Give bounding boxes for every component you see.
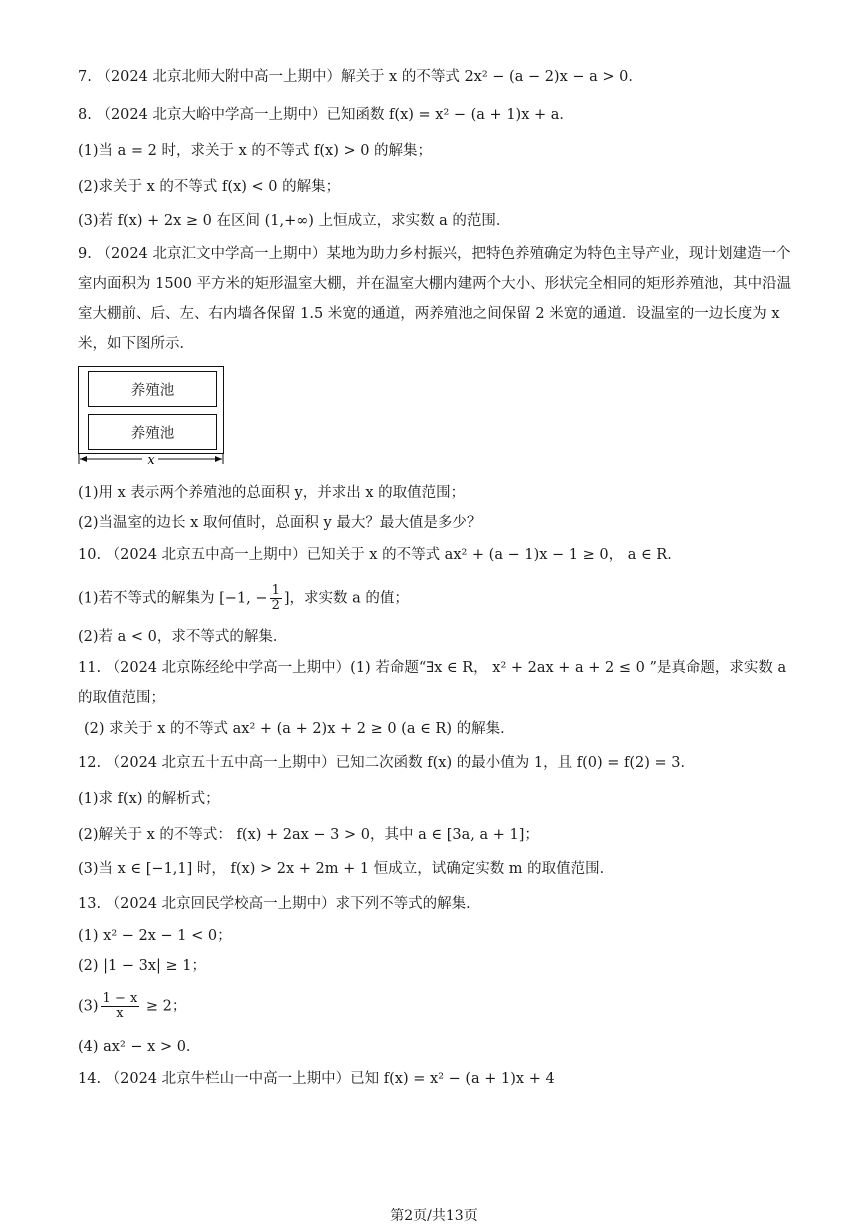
fraction-half [270,584,282,613]
dimension-arrow [78,454,224,468]
question-10-part-1 [78,584,798,613]
question-12-part-2: (2)解关于 x 的不等式： f(x) + 2ax − 3 > 0，其中 a ∈ [3a, a + 1]； [78,827,539,843]
question-12-part-1: (1)求 f(x) 的解析式； [78,791,220,807]
fraction-one-minus-x-over-x [101,992,140,1021]
question-11: 11. （2024 北京陈经纶中学高一上期中）(1) 若命题“∃x ∈ R， x² + 2ax + a + 2 ≤ 0 ”是真命题，求实数 a 的取值范围； [78,660,787,706]
question-8: 8. （2024 北京大峪中学高一上期中）已知函数 f(x) = x² − (a + 1)x + a． [78,107,574,123]
question-8-part-1: (1)当 a = 2 时，求关于 x 的不等式 f(x) > 0 的解集； [78,143,433,159]
fraction-numerator: 1 [271,583,280,598]
question-10: 10. （2024 北京五中高一上期中）已知关于 x 的不等式 ax² + (a − 1)x − 1 ≥ 0， a ∈ R． [78,547,682,563]
question-9: 9. （2024 北京汇文中学高一上期中）某地为助力乡村振兴，把特色养殖确定为特色主导产业，现计划建造一个室内面积为 1500 平方米的矩形温室大棚，并在温室大棚内建两个大小、形状完全相同的矩形养殖池，其中沿温室大棚前、后、左、右内墙各保留 1.5 米宽的通道，两养殖池之间保留 2 米宽的通道．设温室的一边长度为 x 米，如下图所示． [78,246,792,352]
question-13-part-4: (4) ax² − x > 0． [78,1039,201,1055]
pool-bottom: 养殖池 [88,414,217,450]
question-7: 7. （2024 北京北师大附中高一上期中）解关于 x 的不等式 2x² − (a − 2)x − a > 0． [78,69,643,85]
question-13-part-3-prefix: (3) [78,998,99,1015]
question-8-part-2: (2)求关于 x 的不等式 f(x) < 0 的解集； [78,179,341,195]
question-13: 13. （2024 北京回民学校高一上期中）求下列不等式的解集． [78,896,481,912]
question-12: 12. （2024 北京五十五中高一上期中）已知二次函数 f(x) 的最小值为 1，且 f(0) = f(2) = 3． [78,755,695,771]
question-10-part-1-suffix: ]，求实数 a 的值； [283,590,409,607]
pool-top: 养殖池 [88,371,217,407]
question-10-part-1-prefix: (1)若不等式的解集为 [−1, − [78,590,268,607]
question-9-part-1: (1)用 x 表示两个养殖池的总面积 y，并求出 x 的取值范围； [78,485,466,501]
dimension-label: x [147,454,155,468]
question-11-part-2: (2) 求关于 x 的不等式 ax² + (a + 2)x + 2 ≥ 0 (a ∈ R) 的解集． [84,721,515,737]
question-13-part-3 [78,992,798,1021]
question-13-part-1: (1) x² − 2x − 1 < 0； [78,928,232,944]
greenhouse-outline [78,366,224,454]
question-14: 14. （2024 北京牛栏山一中高一上期中）已知 f(x) = x² − (a + 1)x + 4 [78,1071,555,1087]
fraction-numerator: 1 − x [102,991,138,1006]
question-13-part-2: (2) |1 − 3x| ≥ 1； [78,958,207,974]
greenhouse-diagram [78,366,224,470]
question-8-part-3: (3)若 f(x) + 2x ≥ 0 在区间 (1,+∞) 上恒成立，求实数 a 的范围． [78,213,511,229]
page-footer: 第2页/共13页 [390,1208,478,1224]
fraction-denominator: x [116,1006,124,1021]
question-13-part-3-suffix: ≥ 2； [141,998,187,1015]
question-9-part-2: (2)当温室的边长 x 取何值时，总面积 y 最大？最大值是多少？ [78,515,482,531]
fraction-denominator: 2 [271,598,280,613]
question-10-part-2: (2)若 a < 0，求不等式的解集． [78,629,288,645]
question-12-part-3: (3)当 x ∈ [−1,1] 时， f(x) > 2x + 2m + 1 恒成立，试确定实数 m 的取值范围． [78,861,615,877]
